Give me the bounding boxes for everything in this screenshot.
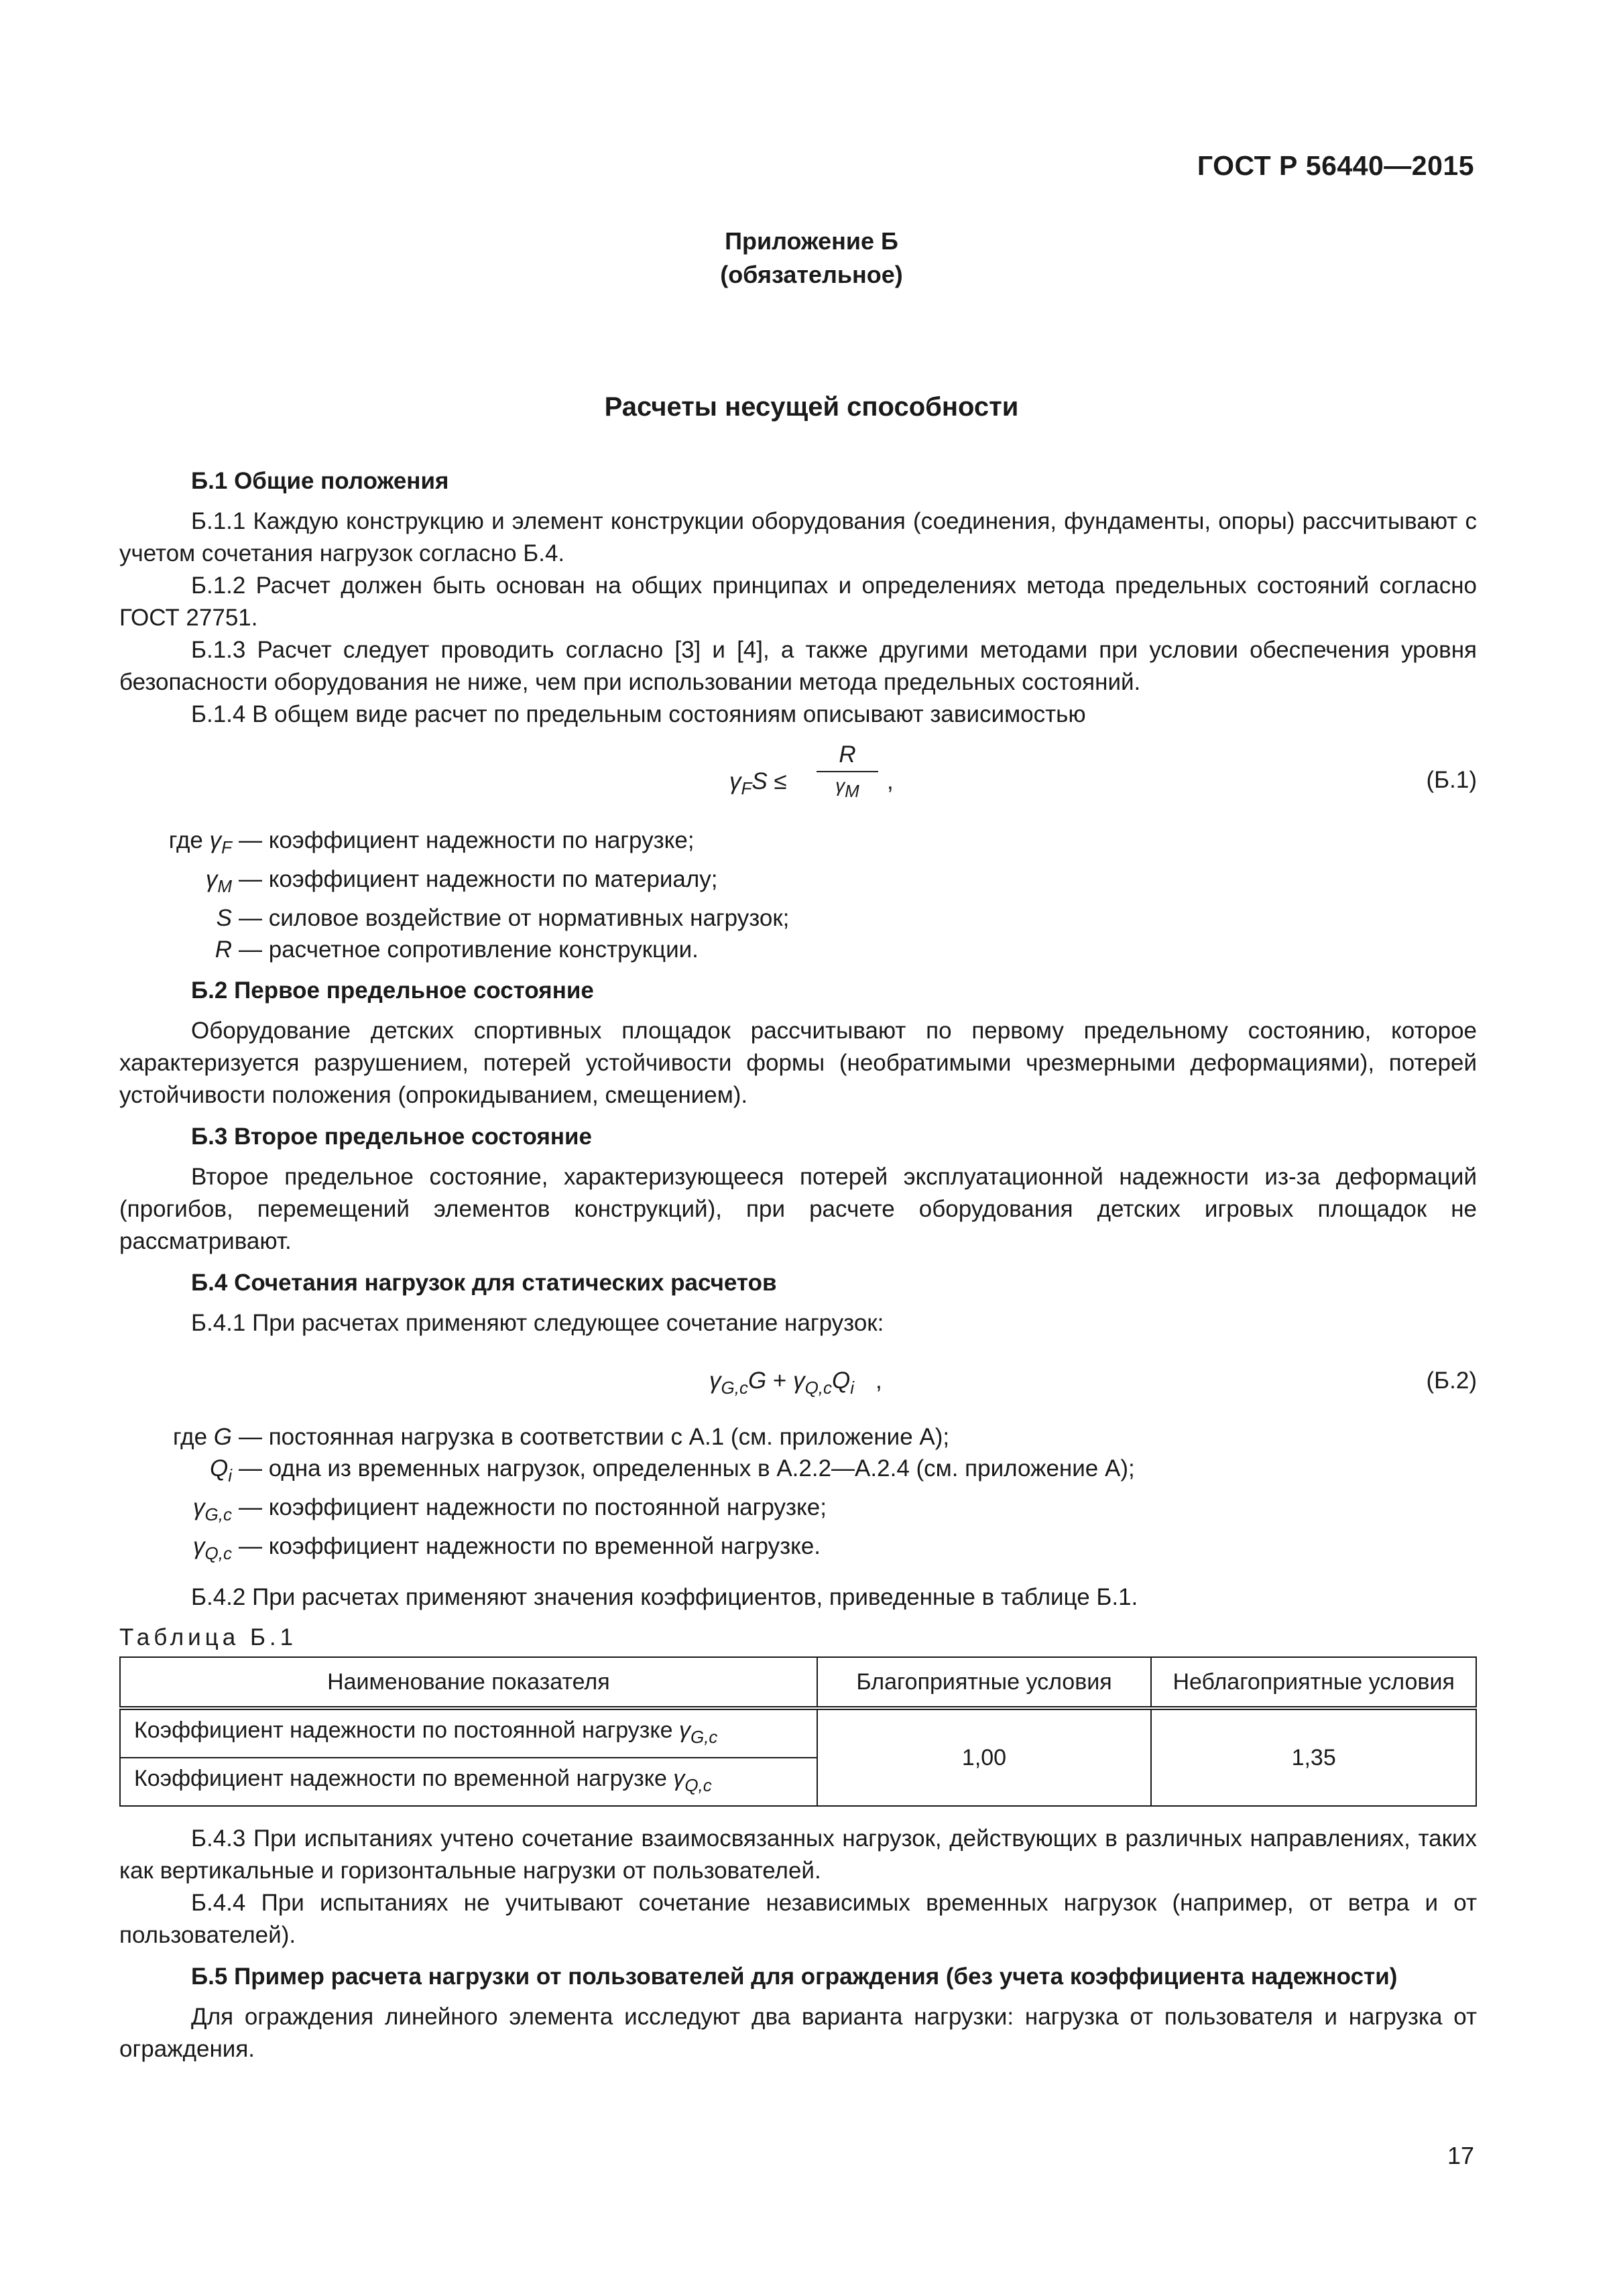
table-cell-unfavorable: 1,35 (1151, 1708, 1476, 1806)
paragraph: Б.1.2 Расчет должен быть основан на общих принципах и определениях метода предельных состояний согласно ГОСТ 27751. (119, 572, 1477, 631)
definition-item: $Q_i$ — одна из временных нагрузок, определенных в А.2.2—А.2.4 (см. приложение А); (209, 1455, 1135, 1486)
table-cell-name: Коэффициент надежности по временной нагрузке $\gamma_{Q,c}$ (120, 1758, 817, 1806)
section-heading: Б.5 Пример расчета нагрузки от пользователей для ограждения (без учета коэффициента надежности) (191, 1963, 1398, 1990)
paragraph: Б.1.4 В общем виде расчет по предельным состояниям описывают зависимостью (191, 701, 1086, 727)
table-header-row (120, 1657, 1476, 1708)
fraction-denominator: $\gamma_M$ (835, 775, 859, 801)
paragraph: Для ограждения линейного элемента исследуют два варианта нагрузки: нагрузка от пользователя и нагрузка от ограждения. (119, 2004, 1477, 2062)
formula-lhs: $\gamma_FS$ ≤ (729, 768, 787, 798)
section-heading: Б.3 Второе предельное состояние (191, 1124, 593, 1150)
table-cell-favorable: 1,00 (817, 1708, 1152, 1806)
paragraph: Б.1.3 Расчет следует проводить согласно [3] и [4], а также другими методами при условии обеспечения уровня безопасности оборудования не ниже, чем при использовании метода предельных состояний. (119, 637, 1477, 695)
definition-item: $\gamma_{Q,c}$ — коэффициент надежности по временной нагрузке. (193, 1533, 821, 1563)
coefficients-table (119, 1656, 1477, 1807)
main-title: Расчеты несущей способности (604, 392, 1019, 422)
annex-title: Приложение Б (725, 227, 898, 255)
column-header: Неблагоприятные условия (1151, 1657, 1476, 1708)
paragraph: Б.4.2 При расчетах применяют значения коэффициентов, приведенные в таблице Б.1. (191, 1584, 1138, 1610)
formula-comma: , (876, 1368, 882, 1394)
section-heading: Б.1 Общие положения (191, 468, 449, 494)
formula-comma: , (887, 768, 894, 794)
table-row (120, 1708, 1476, 1758)
definition-item: $\gamma_{G,c}$ — коэффициент надежности по постоянной нагрузке; (193, 1494, 827, 1524)
column-header: Наименование показателя (120, 1657, 817, 1708)
definition-item: где G — постоянная нагрузка в соответствии с А.1 (см. приложение А); (172, 1424, 950, 1450)
paragraph: Б.4.1 При расчетах применяют следующее сочетание нагрузок: (191, 1310, 884, 1336)
paragraph: Второе предельное состояние, характеризующееся потерей эксплуатационной надежности из-за деформаций (прогибов, перемещений элементов конструкций), при расчете оборудования детских игровых площадок не рассматривают. (119, 1164, 1477, 1254)
formula-b2 (119, 1347, 1477, 1414)
section-heading: Б.4 Сочетания нагрузок для статических расчетов (191, 1270, 777, 1296)
paragraph: Б.1.1 Каждую конструкцию и элемент конструкции оборудования (соединения, фундаменты, опоры) рассчитывают с учетом сочетания нагрузок согласно Б.4. (119, 508, 1477, 566)
table-cell-name: Коэффициент надежности по постоянной нагрузке $\gamma_{G,c}$ (120, 1708, 817, 1758)
definition-item: $\gamma_M$ — коэффициент надежности по материалу; (205, 866, 718, 896)
paragraph: Б.4.3 При испытаниях учтено сочетание взаимосвязанных нагрузок, действующих в различных направлениях, таких как вертикальные и горизонтальные нагрузки от пользователей. (119, 1825, 1477, 1884)
formula-b1 (119, 739, 1477, 818)
page-number: 17 (1447, 2142, 1474, 2169)
definitions-list (119, 1421, 1477, 1569)
section-heading: Б.2 Первое предельное состояние (191, 977, 594, 1004)
formula-number: (Б.1) (1426, 767, 1477, 793)
section-b1 (119, 456, 1477, 2065)
formula-expression: $\gamma_{G,c}G + \gamma_{Q,c}Q_i$ (709, 1368, 855, 1398)
standard-designation: ГОСТ Р 56440—2015 (1197, 150, 1474, 181)
fraction-numerator: R (817, 739, 878, 772)
definition-item: S — силовое воздействие от нормативных нагрузок; (216, 905, 790, 931)
formula-number: (Б.2) (1426, 1368, 1477, 1394)
definition-item: где $\gamma_F$ — коэффициент надежности по нагрузке; (168, 827, 695, 857)
paragraph: Б.4.4 При испытаниях не учитывают сочетание независимых временных нагрузок (например, от ветра и от пользователей). (119, 1890, 1477, 1948)
table-caption: Таблица Б.1 (119, 1624, 298, 1650)
definition-item: R — расчетное сопротивление конструкции. (215, 936, 699, 963)
column-header: Благоприятные условия (817, 1657, 1152, 1708)
paragraph: Оборудование детских спортивных площадок рассчитывают по первому предельному состоянию, которое характеризуется разрушением, потерей устойчивости формы (необратимыми чрезмерными деформациями), потерей устойчивости положения (опрокидыванием, смещением). (119, 1018, 1477, 1108)
annex-status: (обязательное) (720, 261, 903, 288)
formula-fraction (817, 739, 878, 804)
definitions-list (119, 825, 1477, 965)
